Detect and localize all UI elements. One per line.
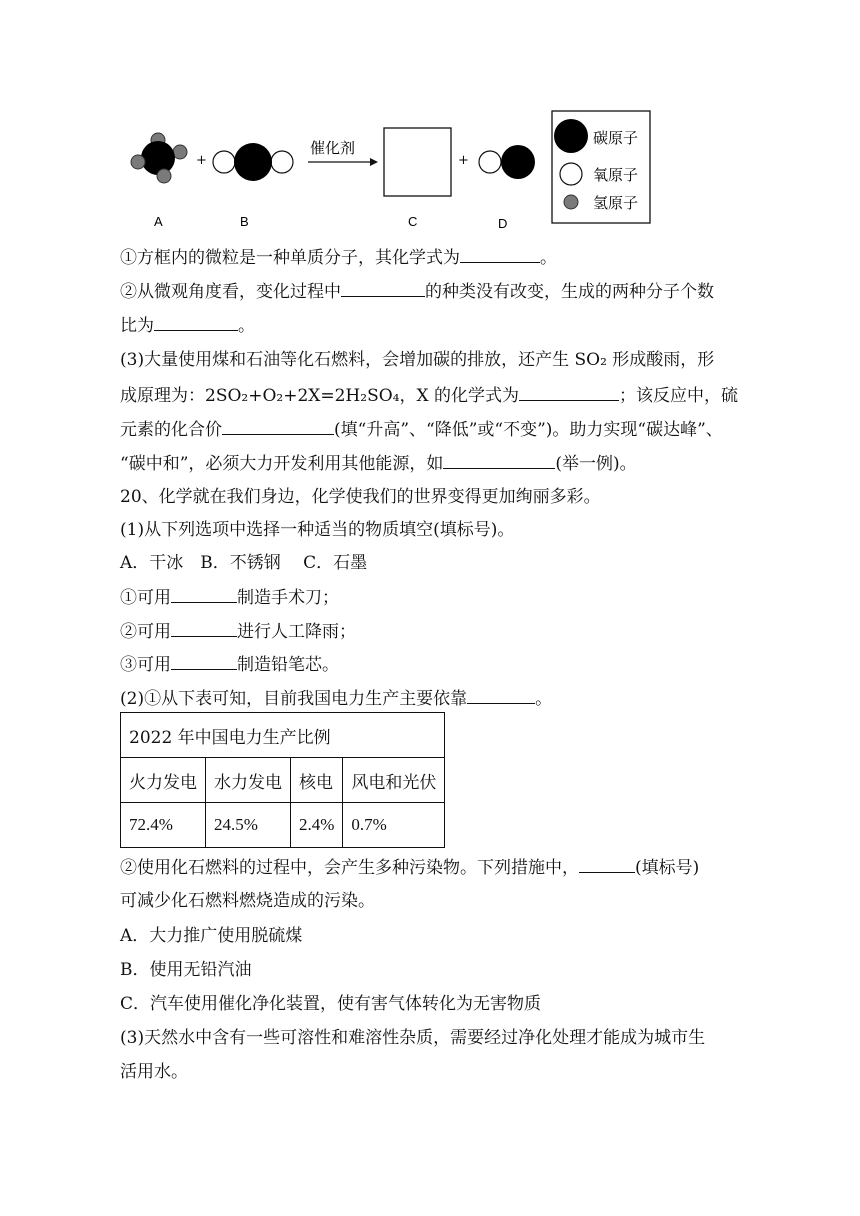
table-row: [121, 803, 445, 848]
legend-oxygen: 氧原子: [593, 166, 639, 184]
legend-carbon: 碳原子: [593, 129, 639, 147]
legend-hydrogen: 氢原子: [593, 194, 639, 212]
answer-blank[interactable]: [579, 856, 635, 873]
answer-blank[interactable]: [443, 452, 555, 469]
answer-blank[interactable]: [467, 687, 535, 704]
table-header-cell: 水力发电: [206, 758, 291, 803]
label-b: B: [240, 214, 249, 229]
atom-legend: [552, 111, 650, 223]
q20-section2: (2)①从下表可知，目前我国电力生产主要依靠 。: [120, 689, 553, 709]
q20-option-b: B．使用无铅汽油: [120, 960, 252, 980]
q20-section3-line2: 活用水。: [120, 1062, 188, 1082]
answer-blank[interactable]: [171, 653, 237, 670]
table-header-row: [121, 758, 445, 803]
q19-part3-line4: “碳中和”，必须大力开发利用其他能源，如 (举一例)。: [120, 454, 637, 474]
catalyst-label: 催化剂: [310, 139, 356, 157]
plus-sign-2: +: [458, 153, 469, 168]
electricity-table: [120, 712, 445, 848]
table-cell: 2.4%: [291, 803, 343, 848]
answer-blank[interactable]: [341, 280, 425, 297]
q20-fill3: ③可用 制造铅笔芯。: [120, 655, 339, 675]
molecule-d-co: [479, 145, 535, 179]
answer-blank[interactable]: [519, 384, 619, 401]
molecule-a-methane: [131, 133, 187, 183]
q20-part2-line1: ②使用化石燃料的过程中，会产生多种污染物。下列措施中， (填标号): [120, 858, 700, 878]
q20-option-a: A．大力推广使用脱硫煤: [120, 926, 303, 946]
q20-section3-line1: (3)天然水中含有一些可溶性和难溶性杂质，需要经过净化处理才能成为城市生: [120, 1028, 706, 1048]
table-title: 2022 年中国电力生产比例: [121, 713, 445, 758]
reaction-diagram: [120, 108, 660, 233]
q19-part3-line1: (3)大量使用煤和石油等化石燃料，会增加碳的排放，还产生 SO₂ 形成酸雨，形: [120, 350, 715, 370]
q20-part2-line2: 可减少化石燃料燃烧造成的污染。: [120, 891, 375, 911]
answer-blank[interactable]: [222, 418, 334, 435]
q20-fill1: ①可用 制造手术刀；: [120, 588, 339, 608]
table-cell: 0.7%: [343, 803, 445, 848]
table-header-cell: 风电和光伏: [343, 758, 445, 803]
q19-part1: ①方框内的微粒是一种单质分子，其化学式为 。: [120, 248, 557, 268]
q19-part3-line2: 成原理为：2SO₂+O₂+2X=2H₂SO₄，X 的化学式为 ；该反应中，硫: [120, 386, 738, 406]
answer-blank[interactable]: [460, 246, 540, 263]
molecule-b-co2: [213, 143, 293, 181]
q20-fill2: ②可用 进行人工降雨；: [120, 622, 356, 642]
answer-blank[interactable]: [171, 586, 237, 603]
table-header-cell: 火力发电: [121, 758, 206, 803]
q20-options: A．干冰 B．不锈钢 C．石墨: [120, 553, 368, 573]
q20-option-c: C．汽车使用催化净化装置，使有害气体转化为无害物质: [120, 994, 542, 1014]
box-c: [384, 128, 451, 196]
plus-sign: +: [196, 153, 207, 168]
answer-blank[interactable]: [154, 314, 238, 331]
q20-section1: (1)从下列选项中选择一种适当的物质填空(填标号)。: [120, 520, 515, 540]
q20-title: 20、化学就在我们身边，化学使我们的世界变得更加绚丽多彩。: [120, 487, 601, 507]
table-cell: 24.5%: [206, 803, 291, 848]
label-d: D: [498, 216, 508, 231]
q19-part3-line3: 元素的化合价 (填“升高”、“降低”或“不变”)。助力实现“碳达峰”、: [120, 420, 723, 440]
table-cell: 72.4%: [121, 803, 206, 848]
label-a: A: [154, 214, 163, 229]
table-header-cell: 核电: [291, 758, 343, 803]
q19-part2-line1: ②从微观角度看，变化过程中 的种类没有改变，生成的两种分子个数: [120, 282, 714, 302]
label-c: C: [408, 214, 418, 229]
answer-blank[interactable]: [171, 620, 237, 637]
q19-part2-line2: 比为 。: [120, 316, 255, 336]
